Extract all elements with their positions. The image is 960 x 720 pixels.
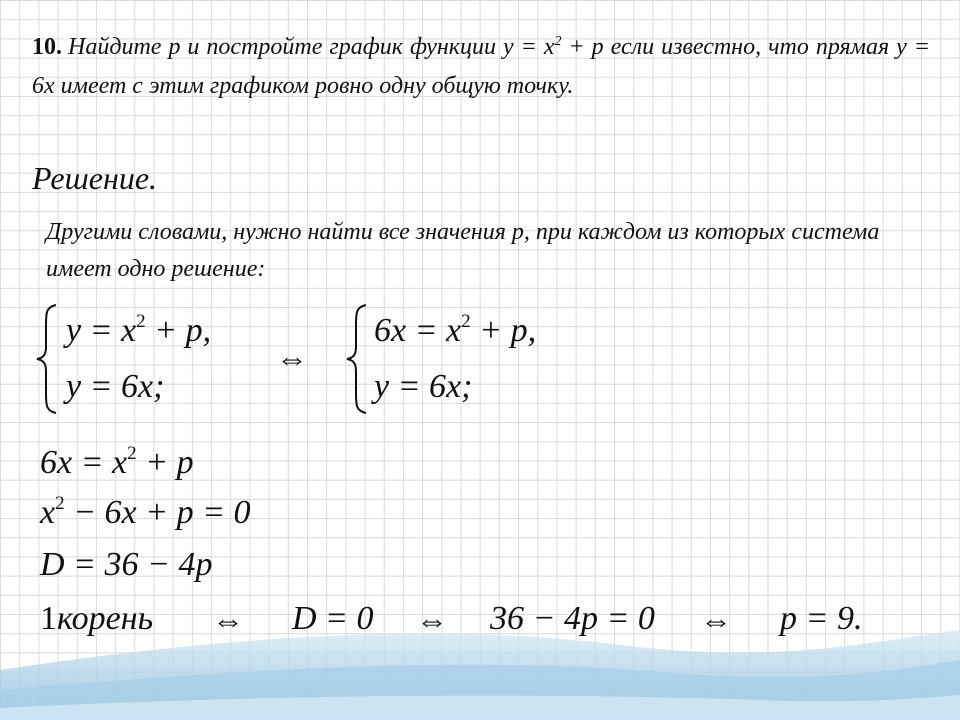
conclusion-d-zero: D = 0 <box>292 600 374 637</box>
conclusion-equation: 36 − 4p = 0 <box>490 600 655 637</box>
problem-text-1: Найдите p и постройте график функции y = x <box>68 34 555 60</box>
equivalence-symbol: ⇔ <box>276 340 308 376</box>
step-equation-2: $x^2 - 6x + p = 0$ <box>40 493 251 531</box>
problem-exponent: 2 <box>554 34 562 49</box>
equivalence-symbol-4: ⇔ <box>700 602 732 638</box>
intro-paragraph: Другими словами, нужно найти все значения p, при каждом из которых система имеет одно решение: <box>46 219 880 282</box>
equivalence-symbol-3: ⇔ <box>416 602 448 638</box>
solution-heading: Решение. <box>32 160 158 196</box>
right-system-eq1: $6x = x^2 + p$, <box>374 311 537 349</box>
left-system-eq1: $y = x^2 + p$, <box>66 311 212 349</box>
problem-statement <box>32 28 930 106</box>
right-system-brace <box>344 303 370 415</box>
left-system-brace <box>34 303 60 415</box>
step-equation-1: $6x = x^2 + p$ <box>40 443 194 481</box>
problem-number: 10. <box>32 34 62 60</box>
discriminant-equation: D = 36 − 4p <box>40 546 213 583</box>
left-system-eq2: y = 6x; <box>66 368 165 405</box>
equivalence-symbol-2: ⇔ <box>212 602 244 638</box>
conclusion-one-root: 1корень <box>40 600 154 637</box>
problem-text-2: + p если известно, что прямая y = 6x имеет с этим графиком ровно одну общую точку. <box>32 34 930 99</box>
conclusion-p-value: p = 9. <box>780 600 863 637</box>
right-system-eq2: y = 6x; <box>374 368 473 405</box>
